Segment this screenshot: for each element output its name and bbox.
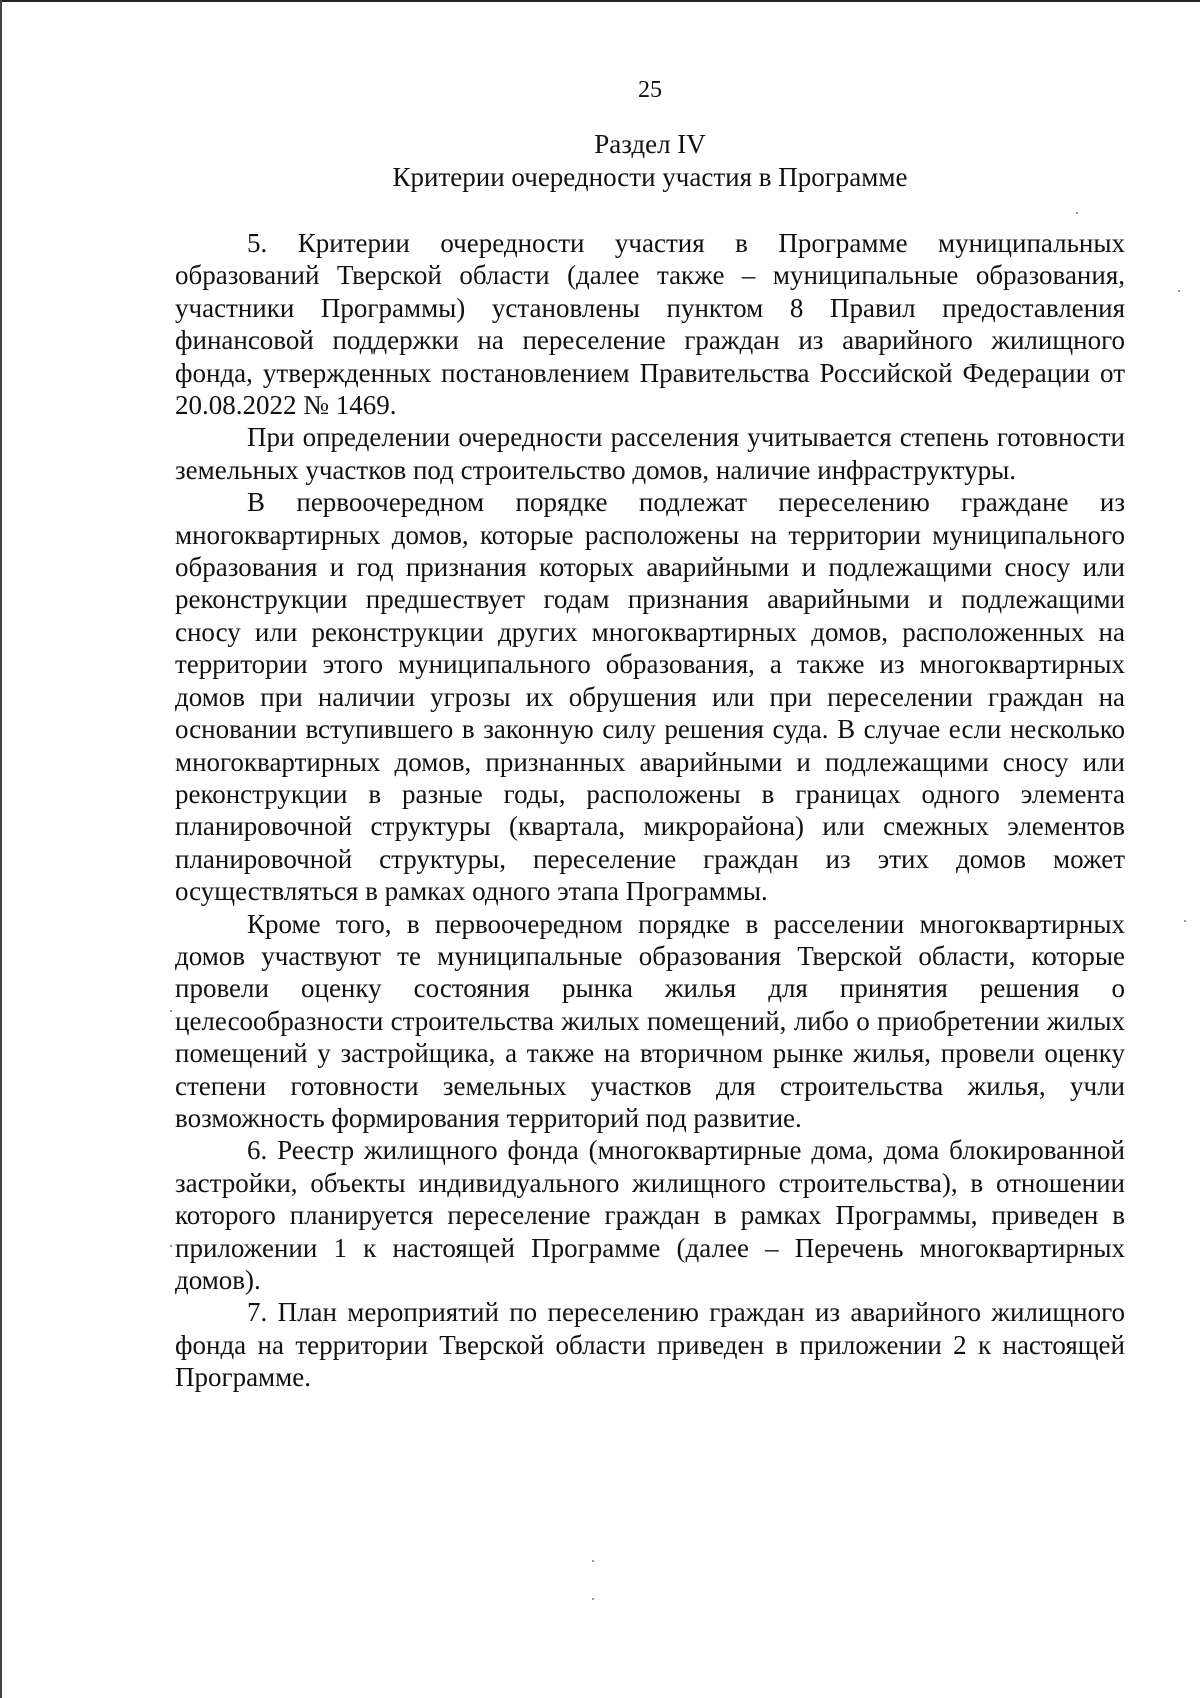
scan-speck [1184, 920, 1186, 922]
scan-speck [170, 1010, 172, 1012]
scan-speck [592, 1560, 594, 1562]
section-title: Критерии очередности участия в Программе [392, 162, 908, 192]
paragraph: 6. Реестр жилищного фонда (многоквартирные дома, дома блокированной застройки, объекты индивидуального жилищного строительства), в отношении которого планируется переселение граждан в рамках Программы, приведен в приложении 1 к настоящей Программе (далее – Перечень многоквартирных домов). [175, 1135, 1125, 1295]
paragraph: Кроме того, в первоочередном порядке в расселении многоквартирных домов участвуют те муниципальные образования Тверской области, которые провели оценку состояния рынка жилья для принятия решения о целесообразности строительства жилых помещений, либо о приобретении жилых помещений у застройщика, а также на вторичном рынке жилья, провели оценку степени готовности земельных участков для строительства жилья, учли возможность формирования территорий под развитие. [175, 908, 1125, 1133]
paragraph: 7. План мероприятий по переселению граждан из аварийного жилищного фонда на территории Тверской области приведен в приложении 2 к настоящей Программе. [175, 1297, 1125, 1393]
scan-speck [1076, 212, 1078, 214]
paragraph: При определении очередности расселения учитывается степень готовности земельных участков под строительство домов, наличие инфраструктуры. [175, 422, 1125, 485]
scan-speck [592, 1598, 594, 1600]
section-header [175, 128, 1125, 194]
page-number: 25 [638, 77, 662, 103]
scan-speck [170, 1245, 172, 1247]
document-body [175, 227, 1125, 1394]
section-heading: Раздел IV [594, 129, 706, 159]
scan-speck [1178, 290, 1180, 292]
paragraph: 5. Критерии очередности участия в Программе муниципальных образований Тверской области (далее также – муниципальные образования, участники Программы) установлены пунктом 8 Правил предоставления финансовой поддержки на переселение граждан из аварийного жилищного фонда, утвержденных постановлением Правительства Российской Федерации от 20.08.2022 № 1469. [175, 228, 1125, 421]
paragraph: В первоочередном порядке подлежат переселению граждане из многоквартирных домов, которые расположены на территории муниципального образования и год признания которых аварийными и подлежащими сносу или реконструкции предшествует годам признания аварийными и подлежащими сносу или реконструкции других многоквартирных домов, расположенных на территории этого муниципального образования, а также из многоквартирных домов при наличии угрозы их обрушения или при переселении граждан на основании вступившего в законную силу решения суда. В случае если несколько многоквартирных домов, признанных аварийными и подлежащими сносу или реконструкции в разные годы, расположены в границах одного элемента планировочной структуры (квартала, микрорайона) или смежных элементов планировочной структуры, переселение граждан из этих домов может осуществляться в рамках одного этапа Программы. [175, 487, 1125, 907]
scan-edge-left [0, 0, 2, 1698]
scan-edge-top [0, 0, 1200, 2]
